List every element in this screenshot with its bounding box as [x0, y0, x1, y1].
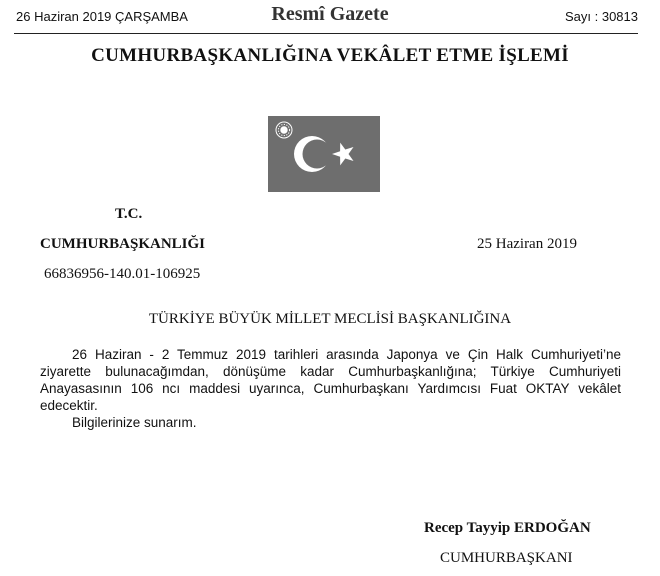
issue-number: Sayı : 30813: [565, 9, 638, 24]
body-closing: Bilgilerinize sunarım.: [72, 415, 197, 430]
turkish-flag-icon: [268, 116, 380, 192]
signatory-name: Recep Tayyip ERDOĞAN: [424, 520, 591, 536]
office-name: CUMHURBAŞKANLIĞI: [40, 236, 206, 252]
body-paragraph: 26 Haziran - 2 Temmuz 2019 tarihleri arasında Japonya ve Çin Halk Cumhuriyeti’ne ziyarette bulunacağımdan, dönüşüme kadar Cumhurbaşkanlığına; Türkiye Cumhuriyeti Anayasasının 106 ncı maddesi uyarınca, Cumhurbaşkanı Yardımcısı Fuat OKTAY vekâlet edecektir.: [40, 347, 621, 413]
document-title: CUMHURBAŞKANLIĞINA VEKÂLET ETME İŞLEMİ: [91, 45, 569, 66]
tc-label: T.C.: [115, 206, 143, 222]
addressee: TÜRKİYE BÜYÜK MİLLET MECLİSİ BAŞKANLIĞINA: [148, 311, 512, 327]
header-date: 26 Haziran 2019 ÇARŞAMBA: [16, 9, 188, 24]
document-body: [40, 346, 621, 431]
publication-name: Resmî Gazete: [271, 3, 389, 25]
document-date: 25 Haziran 2019: [477, 236, 577, 252]
flag-crescent-inner: [303, 140, 332, 169]
reference-number: 66836956-140.01-106925: [44, 266, 201, 282]
signatory-title: CUMHURBAŞKANI: [440, 550, 573, 566]
header-divider: [14, 33, 638, 34]
